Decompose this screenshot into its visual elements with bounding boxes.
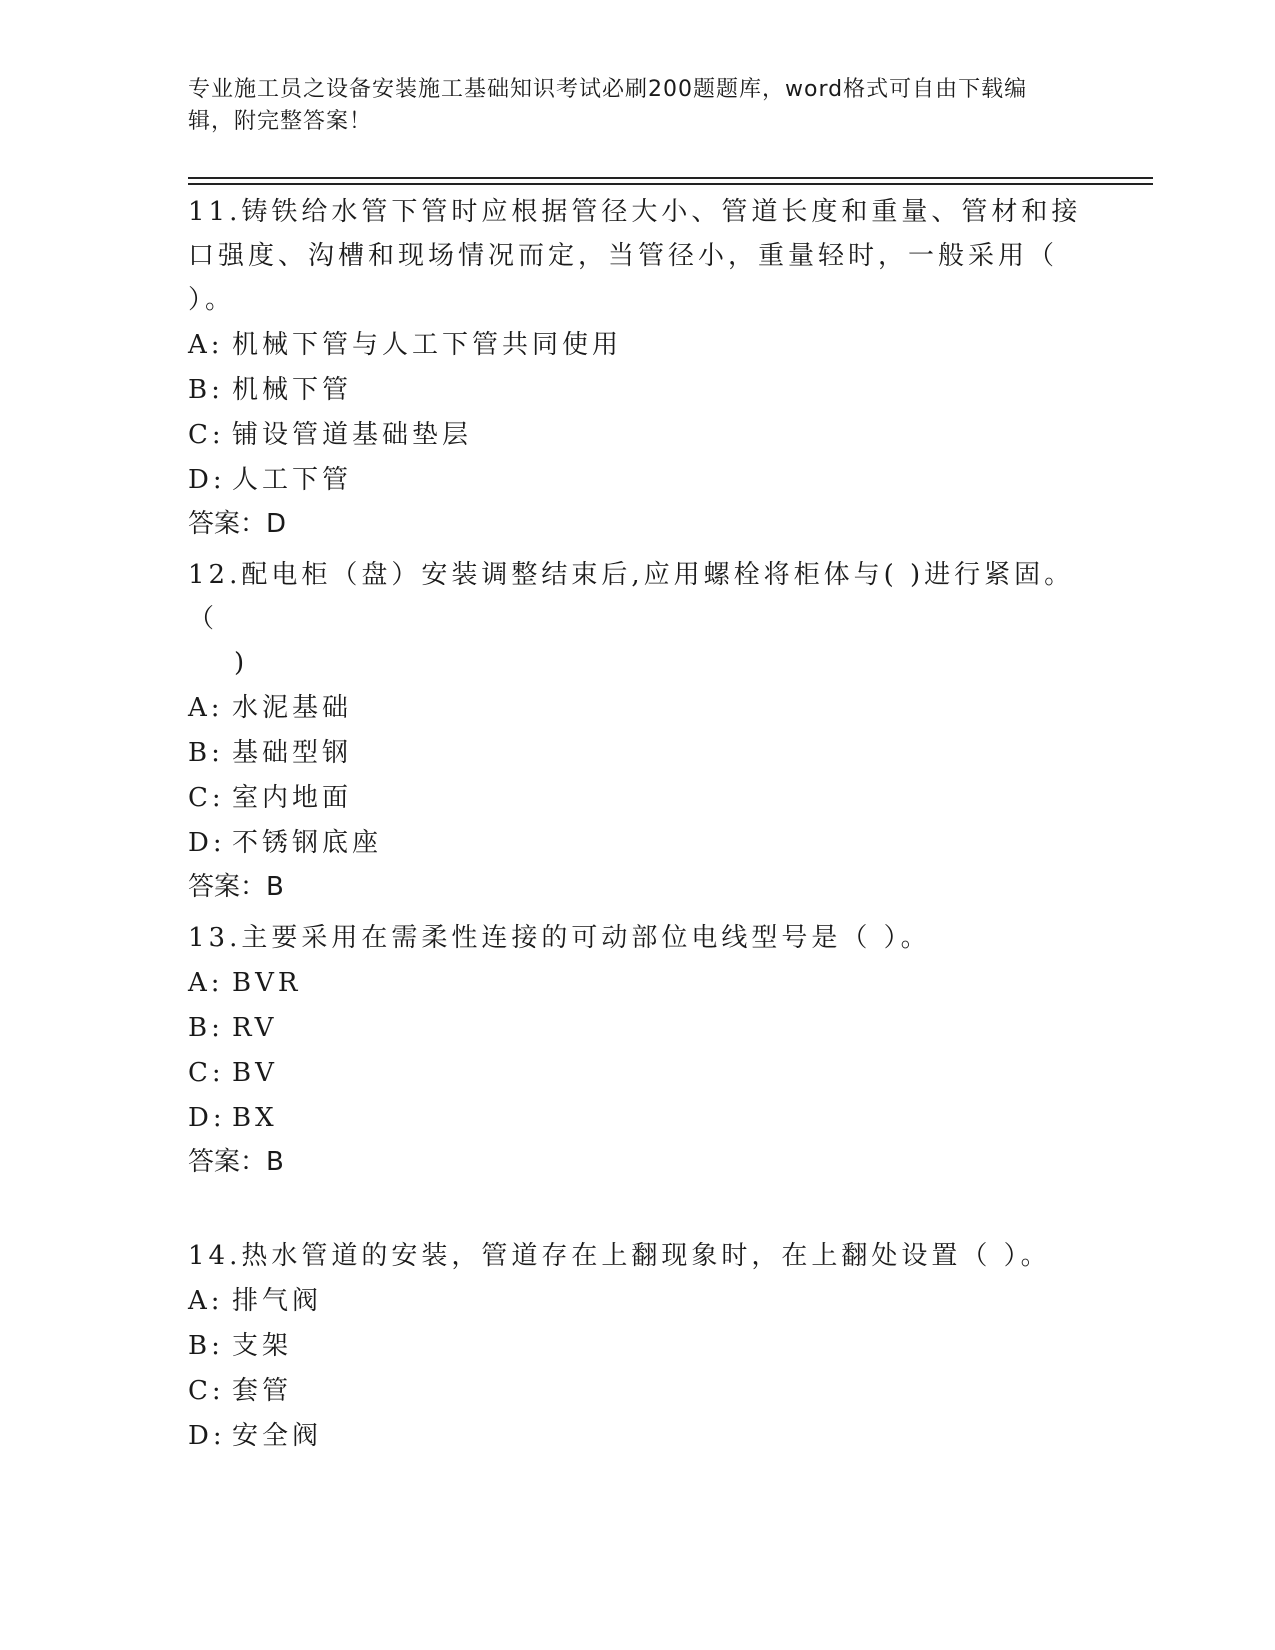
option-b <box>188 1006 1088 1050</box>
option-key: D: <box>188 828 226 858</box>
option-key: D: <box>188 465 226 495</box>
option-c <box>188 1051 1088 1095</box>
option-text: 人工下管 <box>232 465 353 495</box>
answer-line: 答案：D <box>188 509 287 539</box>
option-text: 不锈钢底座 <box>232 828 383 858</box>
option-a <box>188 961 1088 1005</box>
option-key: D: <box>188 1421 226 1451</box>
option-key: C: <box>188 1058 225 1088</box>
option-key: D: <box>188 1103 226 1133</box>
option-key: C: <box>188 783 225 813</box>
option-text: BV <box>232 1058 278 1088</box>
option-key: A: <box>188 968 224 998</box>
option-text: 水泥基础 <box>232 693 353 723</box>
option-d <box>188 1414 1088 1458</box>
option-c <box>188 776 1088 820</box>
question-12 <box>188 553 1088 909</box>
option-key: C: <box>188 1376 225 1406</box>
header-divider-top <box>188 177 1153 179</box>
question-text-continuation: ) <box>234 648 249 678</box>
document-header: 专业施工员之设备安装施工基础知识考试必刷200题题库，word格式可自由下载编辑，附完整答案！ <box>188 77 1028 134</box>
option-a <box>188 323 1088 367</box>
header-divider-bottom <box>188 183 1153 185</box>
option-c <box>188 1369 1088 1413</box>
question-13 <box>188 916 1088 1184</box>
answer-line: 答案：B <box>188 1147 284 1177</box>
option-c <box>188 413 1088 457</box>
option-text: 室内地面 <box>232 783 353 813</box>
option-text: RV <box>232 1013 278 1043</box>
question-14 <box>188 1234 1088 1458</box>
option-key: B: <box>188 1331 224 1361</box>
option-text: 排气阀 <box>232 1286 323 1316</box>
question-text: 12.配电柜（盘）安装调整结束后,应用螺栓将柜体与( )进行紧固。（ <box>188 560 1075 634</box>
question-text: 14.热水管道的安装，管道存在上翻现象时，在上翻处设置（ ）。 <box>188 1241 1051 1271</box>
option-text: 铺设管道基础垫层 <box>232 420 473 450</box>
option-key: A: <box>188 693 224 723</box>
option-key: A: <box>188 330 224 360</box>
option-text: BX <box>232 1103 278 1133</box>
option-text: 机械下管与人工下管共同使用 <box>232 330 623 360</box>
option-key: C: <box>188 420 225 450</box>
option-text: BVR <box>232 968 302 998</box>
question-text: 13.主要采用在需柔性连接的可动部位电线型号是（ ）。 <box>188 923 931 953</box>
option-key: B: <box>188 375 224 405</box>
option-text: 机械下管 <box>232 375 353 405</box>
option-d <box>188 1096 1088 1140</box>
option-b <box>188 731 1088 775</box>
option-text: 套管 <box>232 1376 293 1406</box>
option-text: 安全阀 <box>232 1421 323 1451</box>
option-key: A: <box>188 1286 224 1316</box>
option-key: B: <box>188 1013 224 1043</box>
option-b <box>188 368 1088 412</box>
option-a <box>188 686 1088 730</box>
option-d <box>188 458 1088 502</box>
answer-line: 答案：B <box>188 872 284 902</box>
option-d <box>188 821 1088 865</box>
question-11 <box>188 190 1088 546</box>
option-b <box>188 1324 1088 1368</box>
option-a <box>188 1279 1088 1323</box>
option-text: 支架 <box>232 1331 293 1361</box>
option-key: B: <box>188 738 224 768</box>
option-text: 基础型钢 <box>232 738 353 768</box>
question-text: 11.铸铁给水管下管时应根据管径大小、管道长度和重量、管材和接口强度、沟槽和现场情况而定，当管径小，重量轻时，一般采用（ ）。 <box>188 197 1082 315</box>
